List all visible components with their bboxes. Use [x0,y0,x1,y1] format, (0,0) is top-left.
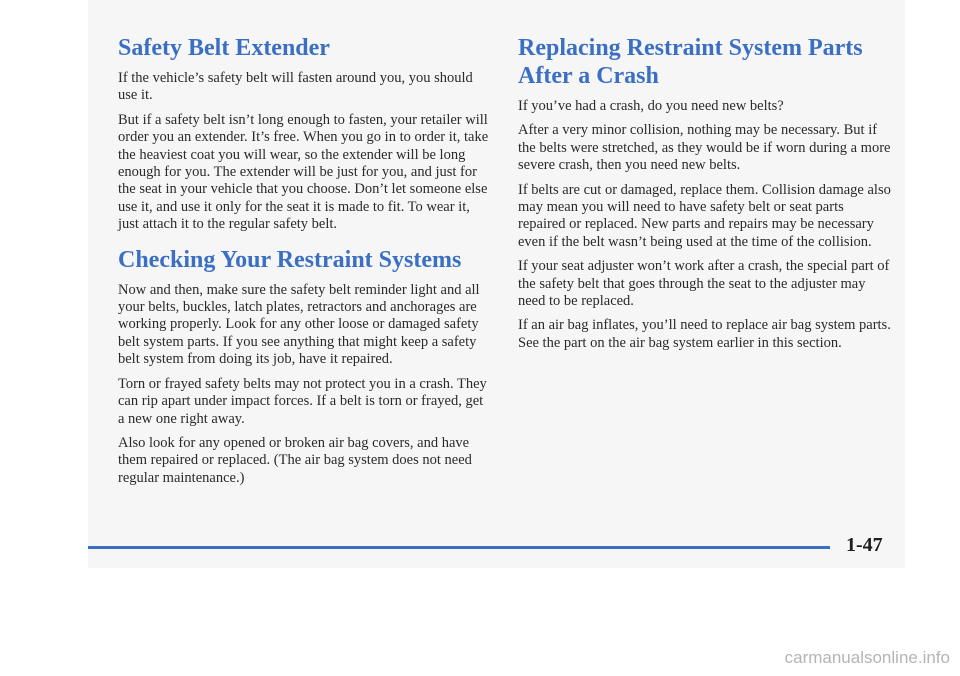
heading-checking-restraint-systems: Checking Your Restraint Systems [118,246,462,273]
paragraph: If your seat adjuster won’t work after a crash, the special part of the safety belt that goes through the seat to the adjuster may need to be replaced. [518,258,890,310]
paragraph: If an air bag inflates, you’ll need to replace air bag system parts. See the part on the air bag system earlier in this section. [518,317,891,351]
paragraph: But if a safety belt isn’t long enough to fasten, your retailer will order you an extender. It’s free. When you go in to order it, take the heaviest coat you will wear, so the extender will be long enough for you. The extender will be just for you, and just for the seat in your vehicle that you choose. Don’t let someone else use it, and use it only for the seat it is made to fit. To wear it, just attach it to the regular safety belt. [118,111,489,233]
heading-safety-belt-extender: Safety Belt Extender [118,35,330,61]
heading-replacing-parts: Replacing Restraint System Parts After a Crash [518,35,863,89]
paragraph: Also look for any opened or broken air bag covers, and have them repaired or replaced. (The air bag system does not need regular maintenance.) [118,434,472,486]
paragraph: If the vehicle’s safety belt will fasten around you, you should use it. [118,70,473,104]
right-column [518,30,894,359]
footer-rule [88,546,830,549]
paragraph: If you’ve had a crash, do you need new belts? [518,98,784,114]
left-column [118,30,490,494]
watermark: carmanualsonline.info [784,648,950,667]
paragraph: After a very minor collision, nothing may be necessary. But if the belts were stretched, as they would be if worn during a more severe crash, then you need new belts. [518,122,891,174]
paragraph: If belts are cut or damaged, replace them. Collision damage also may mean you will need to have safety belt or seat parts repaired or replaced. New parts and repairs may be necessary even if the belt wasn’t being used at the time of the collision. [518,181,891,250]
page-number: 1-47 [846,534,883,556]
paragraph: Now and then, make sure the safety belt reminder light and all your belts, buckles, latch plates, retractors and anchorages are working properly. Look for any other loose or damaged safety belt system parts. If you see anything that might keep a safety belt system from doing its job, have it repaired. [118,281,480,368]
paragraph: Torn or frayed safety belts may not protect you in a crash. They can rip apart under impact forces. If a belt is torn or frayed, get a new one right away. [118,375,487,427]
